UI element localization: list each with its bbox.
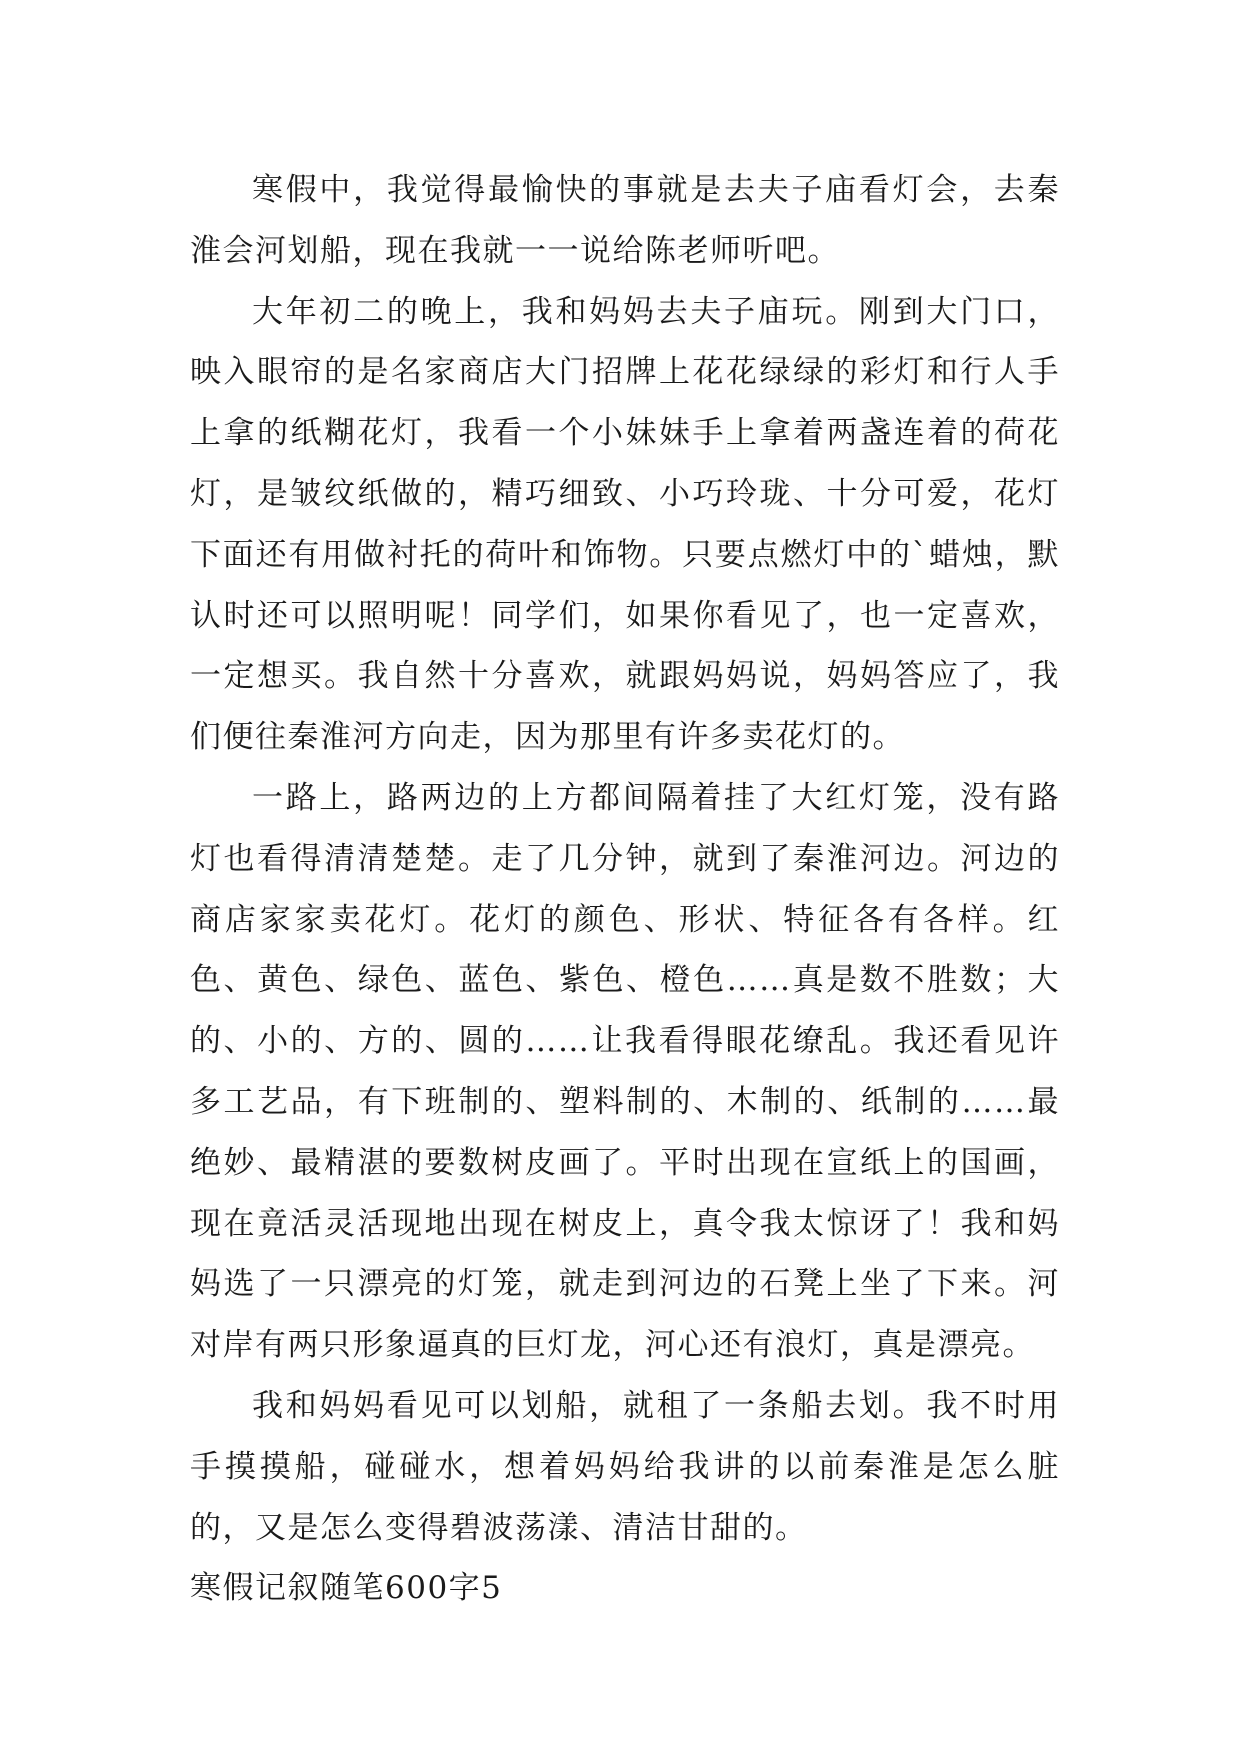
paragraph-3: 一路上，路两边的上方都间隔着挂了大红灯笼，没有路灯也看得清清楚楚。走了几分钟，就到了秦淮河边。河边的商店家家卖花灯。花灯的颜色、形状、特征各有各样。红色、黄色、绿色、蓝色、紫色、橙色……真是数不胜数；大的、小的、方的、圆的……让我看得眼花缭乱。我还看见许多工艺品，有下班制的、塑料制的、木制的、纸制的……最绝妙、最精湛的要数树皮画了。平时出现在宣纸上的国画，现在竟活灵活现地出现在树皮上，真令我太惊讶了！我和妈妈选了一只漂亮的灯笼，就走到河边的石凳上坐了下来。河对岸有两只形象逼真的巨灯龙，河心还有浪灯，真是漂亮。 <box>190 779 1060 1364</box>
paragraph-4: 我和妈妈看见可以划船，就租了一条船去划。我不时用手摸摸船，碰碰水，想着妈妈给我讲的以前秦淮是怎么脏的，又是怎么变得碧波荡漾、清洁甘甜的。 <box>190 1387 1060 1546</box>
document-body <box>190 160 1060 1619</box>
section-heading: 寒假记叙随笔600字5 <box>190 1570 503 1607</box>
paragraph-1: 寒假中，我觉得最愉快的事就是去夫子庙看灯会，去秦淮会河划船，现在我就一一说给陈老师听吧。 <box>190 172 1060 269</box>
paragraph-2: 大年初二的晚上，我和妈妈去夫子庙玩。刚到大门口，映入眼帘的是名家商店大门招牌上花花绿绿的彩灯和行人手上拿的纸糊花灯，我看一个小妹妹手上拿着两盏连着的荷花灯，是皱纹纸做的，精巧细致、小巧玲珑、十分可爱，花灯下面还有用做衬托的荷叶和饰物。只要点燃灯中的`蜡烛，默认时还可以照明呢！同学们，如果你看见了，也一定喜欢，一定想买。我自然十分喜欢，就跟妈妈说，妈妈答应了，我们便往秦淮河方向走，因为那里有许多卖花灯的。 <box>190 293 1060 756</box>
